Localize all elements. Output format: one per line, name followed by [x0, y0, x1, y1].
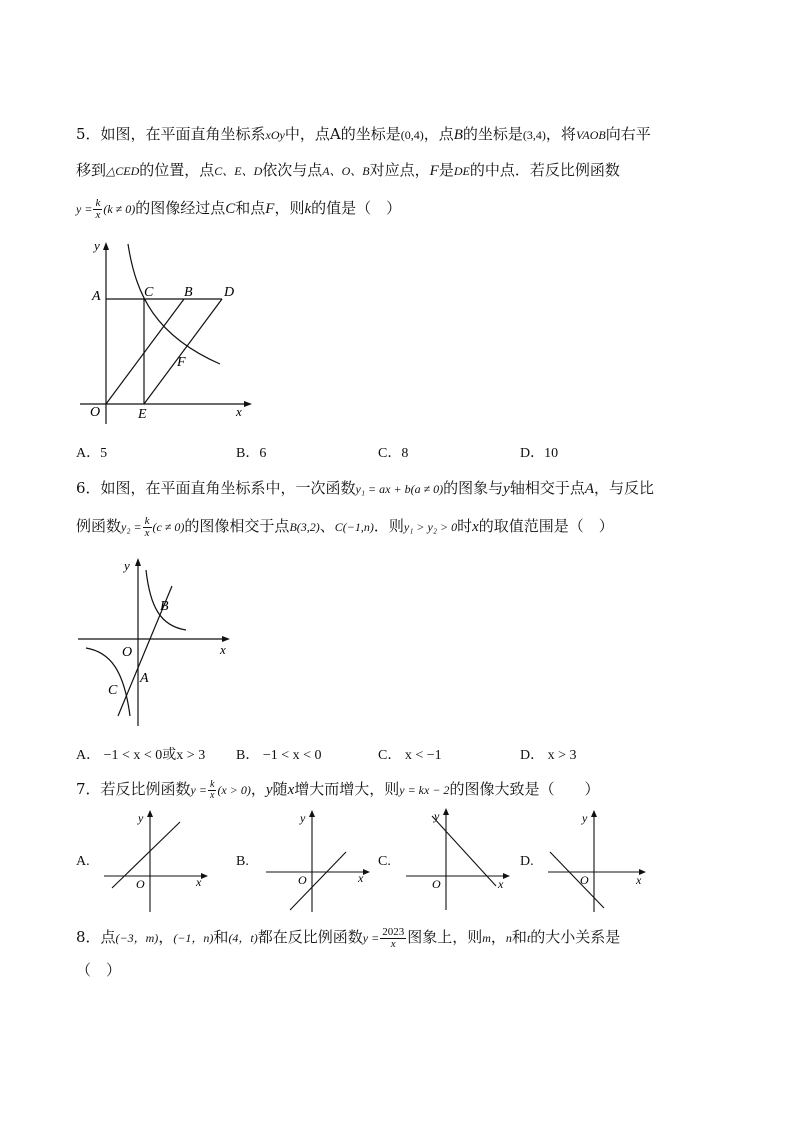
q6-option-c[interactable]: C． x < −1 — [378, 748, 442, 763]
q8-text: 都在反比例函数 — [257, 928, 363, 946]
q6-text: 的图象与 — [443, 479, 504, 497]
q8-text: 图象上，则 — [407, 928, 483, 946]
q6-line-2 — [76, 512, 614, 541]
q7-text: ， — [250, 780, 266, 798]
q6-point-b: B(3,2) — [289, 520, 320, 534]
q5-line-1 — [76, 124, 651, 145]
q5-text: 是 — [438, 161, 454, 179]
q5-point-c: C — [225, 201, 236, 217]
q5-text: 对应点， — [369, 161, 430, 179]
q7-option-c-graph[interactable] — [402, 806, 512, 912]
q6-text: 时 — [457, 517, 473, 535]
q8-line-1 — [76, 922, 620, 953]
label-y: y — [124, 558, 130, 573]
label-y: y — [434, 809, 440, 823]
y-arrow — [443, 808, 449, 815]
q7-option-a-graph[interactable] — [100, 810, 210, 914]
fraction-numerator: k — [209, 778, 215, 790]
q5-text: 的位置，点 — [139, 161, 215, 179]
label-a: A — [92, 289, 101, 304]
q5-text: 5．如图，在平面直角坐标系 — [76, 125, 266, 143]
q5-text: 的坐标是 — [462, 125, 523, 143]
q7-line-1 — [76, 776, 599, 803]
q5-letters: C、E、D — [214, 164, 263, 178]
q8-text: ， — [158, 928, 174, 946]
q6-y2: y₂ = — [121, 520, 142, 534]
q5-fraction — [93, 198, 102, 221]
q6-x: x — [472, 519, 479, 535]
q5-text: 向右平 — [605, 125, 651, 143]
label-b: B — [184, 285, 193, 300]
q8-point-2: (−1，n) — [173, 931, 214, 945]
q8-text: ， — [490, 928, 506, 946]
q6-condition: (c ≠ 0) — [152, 520, 185, 534]
label-o: O — [90, 405, 101, 420]
label-o: O — [298, 873, 307, 887]
q5-text: 的值是（ ） — [311, 199, 402, 217]
q5-point-a-coord: (0,4) — [400, 128, 424, 142]
q7-condition: (x > 0) — [217, 783, 251, 797]
label-x: x — [196, 875, 202, 889]
q6-text: 的图像相交于点 — [184, 517, 290, 535]
label-d: D — [224, 285, 235, 300]
q5-text: 的图像经过点 — [135, 199, 226, 217]
label-x: x — [636, 873, 642, 887]
label-y: y — [300, 811, 306, 825]
q6-point-c: C(−1,n) — [334, 520, 374, 534]
segment-ed — [144, 299, 222, 404]
q7-function-lhs: y = — [190, 783, 207, 797]
q6-figure — [76, 556, 236, 728]
label-y: y — [138, 811, 144, 825]
y-arrow — [309, 810, 315, 817]
q7-y: y — [265, 782, 273, 798]
q8-answer-blank: （ ） — [76, 961, 122, 979]
fraction-denominator: x — [390, 937, 396, 950]
q5-condition: (k ≠ 0) — [103, 202, 136, 216]
x-arrow — [503, 873, 510, 879]
q5-triangle-aob: VAOB — [575, 128, 606, 142]
label-o: O — [136, 877, 145, 891]
label-x: x — [358, 871, 364, 885]
q6-text: 6．如图，在平面直角坐标系中，一次函数 — [76, 479, 356, 497]
q5-segment-de: DE — [453, 164, 470, 178]
label-x: x — [220, 642, 226, 657]
fraction-denominator: x — [144, 526, 150, 539]
label-y: y — [582, 811, 588, 825]
label-o: O — [122, 645, 133, 660]
q6-inequality: y₁ > y₂ > 0 — [403, 520, 458, 534]
y-arrow — [147, 810, 153, 817]
q8-text: 的大小关系是 — [530, 928, 621, 946]
q7-option-b-graph[interactable] — [262, 810, 372, 914]
q5-line-3 — [76, 196, 401, 221]
q6-text: ，与反比 — [594, 479, 655, 497]
fraction-numerator: 2023 — [382, 925, 405, 938]
q5-point-b-label: B — [453, 127, 463, 143]
q8-text: 8．点 — [76, 928, 116, 946]
q5-letters: A、O、B — [322, 164, 370, 178]
fraction-denominator: x — [209, 789, 215, 801]
q7-text: 随 — [272, 780, 288, 798]
label-o: O — [432, 877, 441, 891]
q5-line-2 — [76, 160, 620, 181]
q7-option-a-label[interactable]: A. — [76, 854, 90, 869]
q5-text: 中，点A的坐标是 — [284, 125, 401, 143]
y-arrow — [135, 558, 141, 566]
q6-point-a: A — [584, 481, 595, 497]
q8-fraction — [380, 927, 406, 950]
q7-linear-function: y = kx − 2 — [399, 783, 450, 797]
label-x: x — [236, 404, 242, 419]
hyperbola-curve — [128, 244, 220, 364]
q7-option-b-label[interactable]: B. — [236, 854, 249, 869]
x-arrow — [363, 869, 370, 875]
q7-option-d-label[interactable]: D. — [520, 854, 534, 869]
y-arrow — [103, 242, 109, 250]
q8-line-2 — [76, 960, 121, 980]
q8-text: 和 — [213, 928, 229, 946]
q6-option-b[interactable]: B． −1 < x < 0 — [236, 748, 322, 763]
q6-text: 、 — [319, 517, 335, 535]
q7-text: 7．若反比例函数 — [76, 780, 191, 798]
q7-text: 的图像大致是（ ） — [449, 780, 600, 798]
q5-figure — [76, 236, 256, 426]
label-a: A — [140, 671, 149, 686]
q5-text: ，则 — [274, 199, 305, 217]
x-arrow — [244, 401, 252, 407]
q6-y: y — [503, 481, 510, 497]
label-y: y — [94, 238, 100, 253]
q6-option-d[interactable]: D． x > 3 — [520, 748, 577, 763]
q7-text: 增大而增大，则 — [294, 780, 400, 798]
q8-text: 和 — [511, 928, 527, 946]
label-f: F — [177, 355, 186, 370]
q7-option-d-graph[interactable] — [544, 810, 648, 914]
q6-text: 的取值范围是（ ） — [478, 517, 614, 535]
q5-point-f: F — [265, 201, 275, 217]
label-e: E — [138, 407, 147, 422]
segment-ob — [106, 299, 184, 404]
q5-text: 的中点．若反比例函数 — [469, 161, 620, 179]
q5-coord-system: xOy — [265, 128, 285, 142]
q8-n: n — [505, 931, 512, 945]
q5-triangle-ced: △CED — [106, 164, 140, 178]
label-c: C — [144, 285, 154, 300]
q5-option-a[interactable]: A．5 — [76, 446, 108, 461]
q8-t: t — [526, 931, 531, 945]
q6-text: 例函数 — [76, 517, 122, 535]
q5-option-b[interactable]: B．6 — [236, 446, 267, 461]
option-line — [112, 822, 180, 888]
q7-x: x — [287, 782, 295, 798]
q8-function-lhs: y = — [362, 931, 380, 945]
q5-text: 移到 — [76, 161, 107, 179]
q5-option-d[interactable]: D．10 — [520, 446, 559, 461]
option-line — [550, 852, 604, 908]
fraction-numerator: k — [95, 196, 101, 209]
q5-function-lhs: y = — [76, 202, 93, 216]
q5-text: ，将 — [545, 125, 576, 143]
label-x: x — [498, 877, 504, 891]
q8-point-3: (4，t) — [228, 931, 258, 945]
q7-option-c-label[interactable]: C. — [378, 854, 391, 869]
x-arrow — [201, 873, 208, 879]
q6-fraction — [143, 516, 152, 539]
q5-text: 和点 — [235, 199, 266, 217]
q6-line-1 — [76, 478, 654, 499]
q6-text: ．则 — [373, 517, 404, 535]
y-arrow — [591, 810, 597, 817]
label-o: O — [580, 873, 589, 887]
q6-text: 轴相交于点 — [509, 479, 585, 497]
q8-m: m — [482, 931, 491, 945]
q5-text: ，点 — [423, 125, 454, 143]
fraction-numerator: k — [144, 514, 150, 527]
fraction-denominator: x — [95, 208, 101, 221]
q5-point-f: F — [429, 163, 439, 179]
q5-point-b-coord: (3,4) — [522, 128, 546, 142]
label-c: C — [108, 683, 118, 698]
q5-option-c[interactable]: C．8 — [378, 446, 409, 461]
q8-point-1: (−3，m) — [115, 931, 159, 945]
label-b: B — [160, 599, 169, 614]
q6-option-a[interactable]: A． −1 < x < 0或x > 3 — [76, 748, 206, 763]
q5-k: k — [304, 201, 312, 217]
q7-fraction — [208, 780, 216, 801]
q5-text: 依次与点 — [262, 161, 323, 179]
q6-linear-function: y₁ = ax + b(a ≠ 0) — [355, 482, 444, 496]
